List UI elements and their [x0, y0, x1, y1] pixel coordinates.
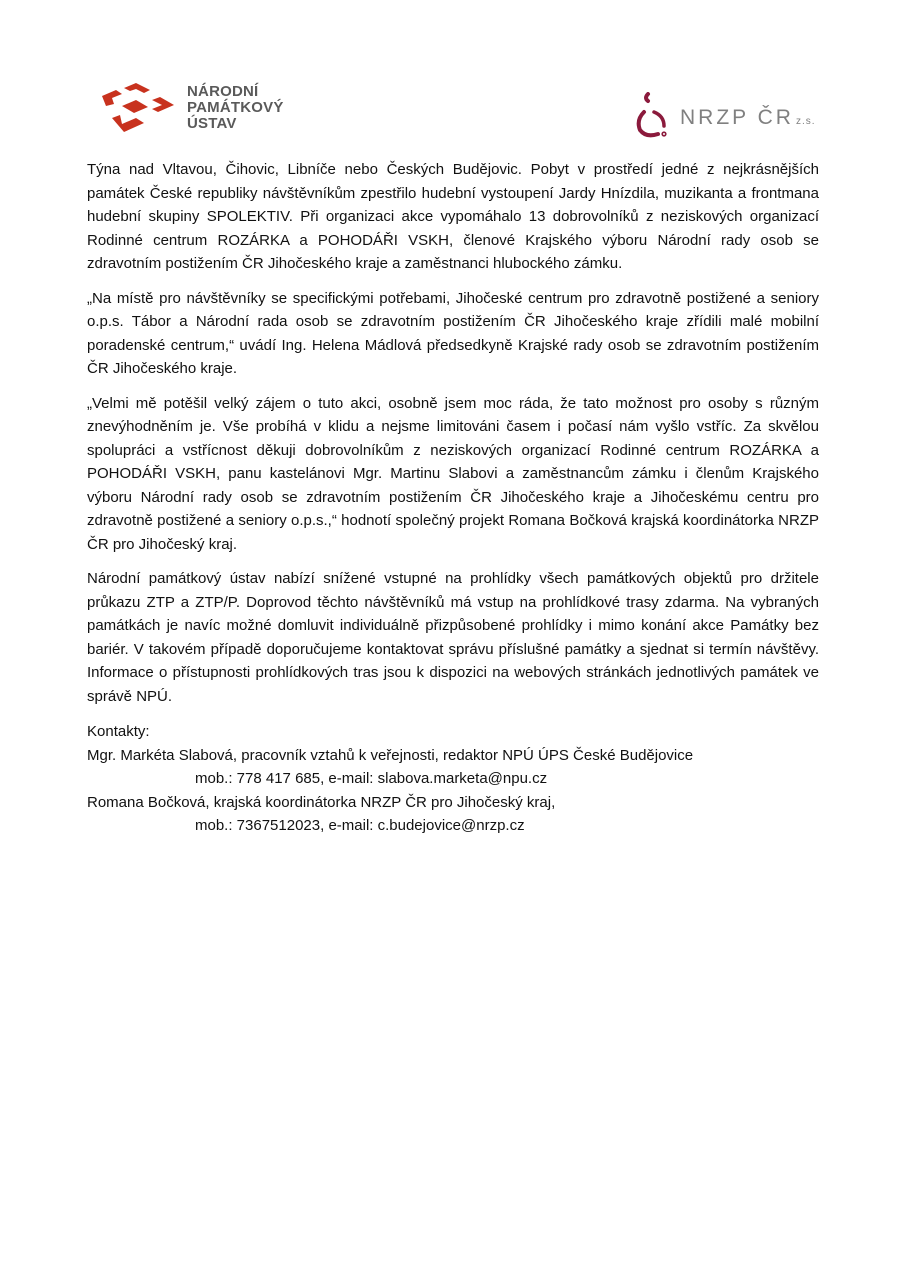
page-header — [0, 0, 905, 150]
quote-paragraph: „Velmi mě potěšil velký zájem o tuto akci, osobně jsem moc ráda, že tato možnost pro osoby s různým znevýhodněním je. Vše probíhá v klidu a nejsme limitováni časem i počasí nám vyšlo vstříc. Za skvělou spolupráci a vstřícnost děkuji dobrovolníkům z neziskových organizací Rodinné centrum ROZÁRKA a POHODÁŘI VSKH, panu kastelánovi Mgr. Martinu Slabovi a zaměstnancům zámku i členům Krajského výboru Národní rady osob se zdravotním postižením ČR Jihočeského kraje a Jihočeskému centru pro zdravotně postižené a seniory o.p.s.,“ hodnotí společný projekt Romana Bočková krajská koordinátorka NRZP ČR pro Jihočeský kraj. — [87, 394, 819, 553]
npu-logo-line: ÚSTAV — [187, 115, 237, 132]
paragraph: Týna nad Vltavou, Čihovic, Libníče nebo Českých Budějovic. Pobyt v prostředí jedné z nejkrásnějších památek České republiky návštěvníkům zpestřilo hudební vystoupení Jardy Hnízdila, muzikanta a frontmana hudební skupiny SPOLEKTIV. Při organizaci akce vypomáhalo 13 dobrovolníků z neziskových organizací Rodinné centrum ROZÁRKA a POHODÁŘI VSKH, členové Krajského výboru Národní rady osob se zdravotním postižením ČR Jihočeského kraje a zaměstnanci hlubockého zámku. — [87, 161, 819, 272]
npu-logo — [100, 82, 300, 138]
contact-details: mob.: 778 417 685, e-mail: slabova.marketa@npu.cz — [195, 770, 548, 787]
contact-person: Romana Bočková, krajská koordinátorka NRZP ČR pro Jihočeský kraj, — [87, 793, 556, 811]
nrzp-logo-suffix: z.s. — [795, 116, 816, 127]
quote-paragraph: „Na místě pro návštěvníky se specifickými potřebami, Jihočeské centrum pro zdravotně postižené a seniory o.p.s. Tábor a Národní rada osob se zdravotním postižením ČR Jihočeského kraje zřídili malé mobilní poradenské centrum,“ uvádí Ing. Helena Mádlová předsedkyně Krajské rady osob se zdravotním postižením ČR Jihočeského kraje. — [87, 289, 819, 377]
contact-details: mob.: 7367512023, e-mail: c.budejovice@nrzp.cz — [195, 817, 525, 834]
contact-person: Mgr. Markéta Slabová, pracovník vztahů k veřejnosti, redaktor NPÚ ÚPS České Budějovice — [87, 746, 694, 764]
nrzp-logo-name: NRZP ČR — [680, 106, 794, 129]
npu-logo-text — [187, 84, 284, 132]
npu-logo-line: NÁRODNÍ — [187, 83, 259, 100]
nrzp-logo-text — [680, 106, 816, 130]
nrzp-logo — [634, 92, 834, 140]
npu-logo-mark-icon — [100, 82, 176, 138]
nrzp-wheelchair-icon — [634, 92, 670, 140]
contacts-section — [87, 720, 819, 838]
paragraph: Národní památkový ústav nabízí snížené vstupné na prohlídky všech památkových objektů pro držitele průkazu ZTP a ZTP/P. Doprovod těchto návštěvníků má vstup na prohlídkové trasy zdarma. Na vybraných památkách je navíc možné domluvit individuálně přizpůsobené prohlídky i mimo konání akce Památky bez bariér. V takovém případě doporučujeme kontaktovat správu příslušné památky a sjednat si termín návštěvy. Informace o přístupnosti prohlídkových tras jsou k dispozici na webových stránkách jednotlivých památek ve správě NPÚ. — [87, 570, 819, 705]
npu-logo-line: PAMÁTKOVÝ — [187, 99, 284, 116]
document-body — [87, 158, 819, 838]
contacts-heading: Kontakty: — [87, 723, 150, 740]
